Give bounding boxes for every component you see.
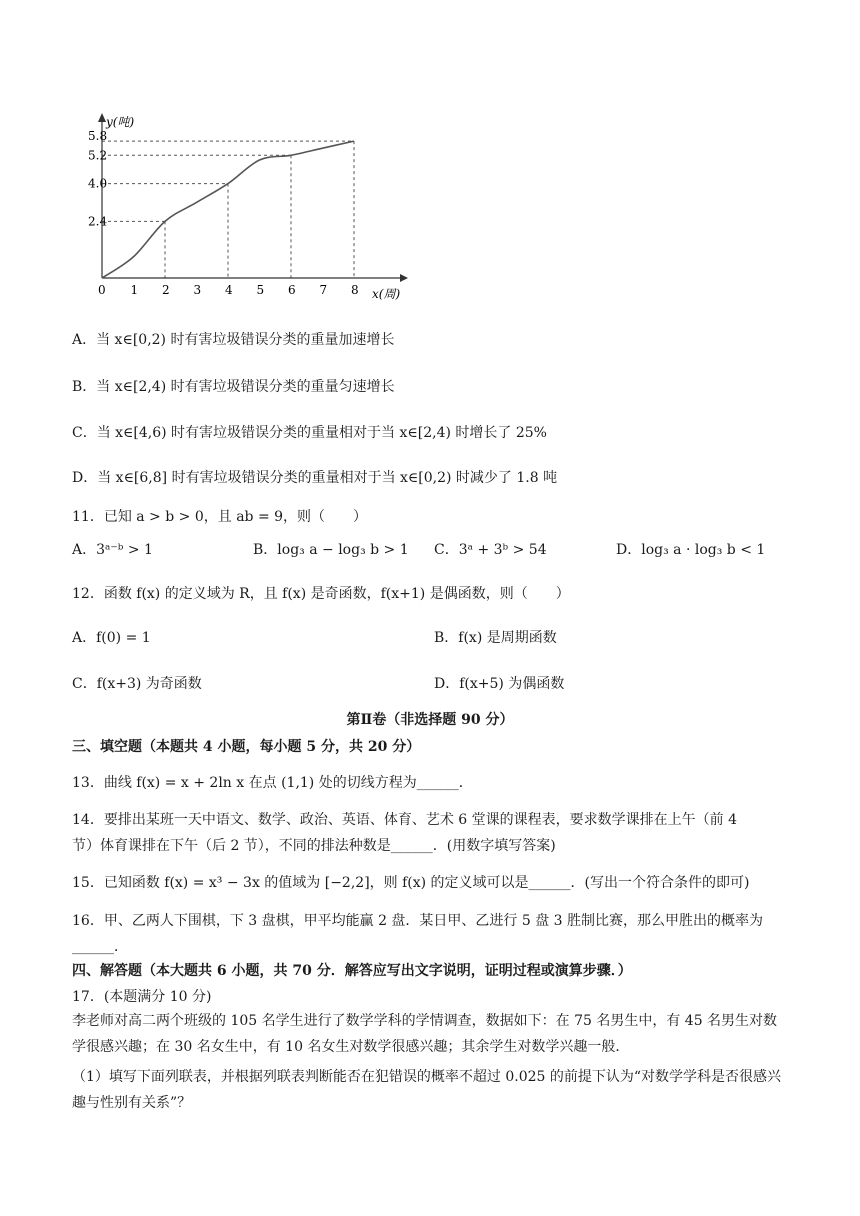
q10-option-c: C．当 x∈[4,6) 时有害垃圾错误分类的重量相对于当 x∈[2,4) 时增长了 25% (72, 425, 547, 441)
x-tick-label: 8 (351, 283, 359, 297)
q10-option-b: B．当 x∈[2,4) 时有害垃圾错误分类的重量匀速增长 (72, 379, 395, 395)
y-tick-label: 2.4 (88, 214, 108, 229)
x-tick-label: 2 (162, 283, 170, 297)
q15: 15．已知函数 f(x) = x³ − 3x 的值域为 [−2,2]，则 f(x) 的定义域可以是______．(写出一个符合条件的即可) (72, 875, 750, 891)
q13: 13．曲线 f(x) = x + 2ln x 在点 (1,1) 处的切线方程为______． (72, 775, 473, 791)
x-tick-label: 7 (319, 283, 328, 297)
q17-header: 17．(本题满分 10 分) (72, 989, 212, 1005)
x-tick-label: 3 (193, 283, 202, 297)
q16-line2: ______． (72, 939, 128, 955)
q10-option-d: D．当 x∈[6,8] 时有害垃圾错误分类的重量相对于当 x∈[0,2) 时减少了 1.8 吨 (72, 470, 558, 486)
part2-title: 第Ⅱ卷（非选择题 90 分） (346, 712, 514, 728)
q14-line1: 14．要排出某班一天中语文、数学、政治、英语、体育、艺术 6 堂课的课程表，要求数学课排在上午（前 4 (72, 812, 737, 828)
q11-option-d: D．log₃ a · log₃ b < 1 (616, 542, 766, 558)
y-axis-label: y(吨) (106, 115, 135, 129)
y-tick-labels (88, 129, 107, 228)
x-tick-label: 1 (130, 283, 139, 297)
q11-option-c: C．3ᵃ + 3ᵇ > 54 (434, 542, 547, 558)
dashed-guides (102, 141, 354, 278)
section3-title: 三、填空题（本题共 4 小题，每小题 5 分，共 20 分） (72, 739, 421, 755)
x-tick-label: 5 (256, 283, 265, 297)
q11-option-a: A．3ᵃ⁻ᵇ > 1 (72, 542, 153, 558)
q12-option-a: A．f(0) = 1 (72, 630, 151, 646)
q16-line1: 16．甲、乙两人下围棋，下 3 盘棋，甲平均能赢 2 盘．某日甲、乙进行 5 盘 3 胜制比赛，那么甲胜出的概率为 (72, 913, 764, 929)
y-tick-label: 5.8 (88, 129, 108, 144)
section4-title: 四、解答题（本大题共 6 小题，共 70 分．解答应写出文字说明，证明过程或演算步骤．） (72, 963, 632, 979)
q12-option-b: B．f(x) 是周期函数 (434, 630, 557, 646)
q12-option-c: C．f(x+3) 为奇函数 (72, 676, 202, 692)
x-tick-labels (98, 283, 359, 297)
q10-option-a: A．当 x∈[0,2) 时有害垃圾错误分类的重量加速增长 (72, 332, 395, 348)
x-axis-label: x(周) (372, 287, 401, 301)
q17-paragraph: 李老师对高二两个班级的 105 名学生进行了数学学科的学情调查，数据如下：在 75 名男生中，有 45 名男生对数学很感兴趣；在 30 名女生中，有 10 名女生对数学很感兴趣；其余学生对数学兴趣一般． (72, 1013, 778, 1055)
q17-subquestion-1: （1）填写下面列联表，并根据列联表判断能否在犯错误的概率不超过 0.025 的前提下认为“对数学学科是否很感兴趣与性别有关系”？ (72, 1069, 782, 1111)
q14-line2: 节）体育课排在下午（后 2 节），不同的排法种数是______．(用数字填写答案) (72, 838, 556, 854)
q12-option-d: D．f(x+5) 为偶函数 (434, 676, 565, 692)
q11-option-b: B．log₃ a − log₃ b > 1 (253, 542, 409, 558)
y-axis-arrow-icon (98, 113, 106, 122)
x-tick-label: 4 (225, 283, 233, 297)
x-tick-label: 6 (288, 283, 296, 297)
y-tick-label: 5.2 (88, 148, 108, 163)
q12-stem: 12．函数 f(x) 的定义域为 R，且 f(x) 是奇函数，f(x+1) 是偶函数，则（ ） (72, 586, 570, 602)
x-tick-label: 0 (98, 283, 106, 297)
line-chart (88, 108, 424, 308)
x-axis-arrow-icon (400, 274, 408, 282)
q11-stem: 11．已知 a > b > 0，且 ab = 9，则（ ） (72, 509, 368, 525)
y-tick-label: 4.0 (88, 176, 108, 191)
